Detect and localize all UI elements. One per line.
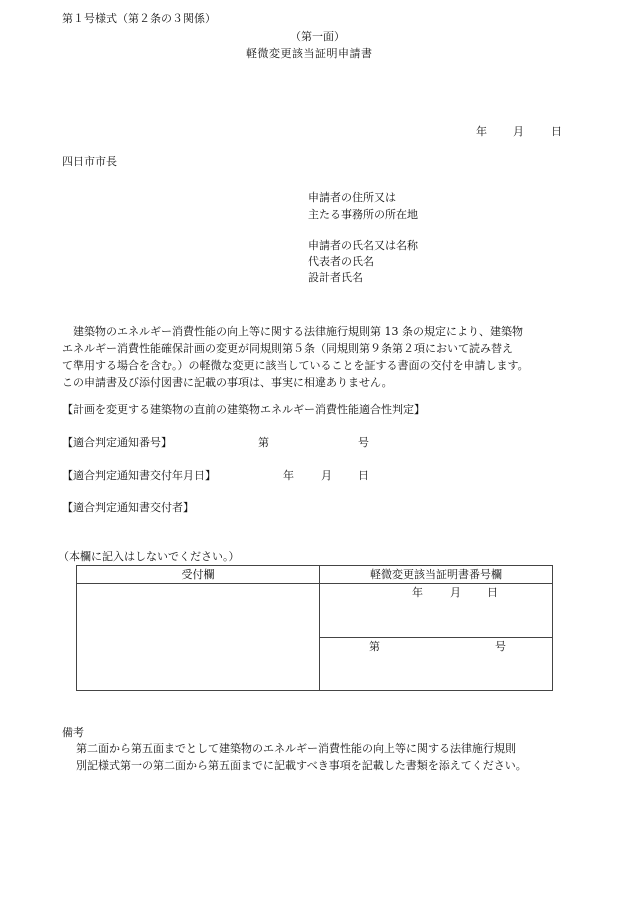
applicant-office-label: 主たる事務所の所在地 xyxy=(308,208,418,221)
representative-name-label: 代表者の氏名 xyxy=(308,255,374,268)
notice-date-label: 【適合判定通知書交付年月日】 xyxy=(62,469,216,482)
designer-name-label: 設計者氏名 xyxy=(308,271,363,284)
reception-cell[interactable] xyxy=(77,584,319,690)
statement-line: この申請書及び添付図書に記載の事項は、事実に相違ありません。 xyxy=(62,376,393,389)
notice-date-year: 年 xyxy=(283,469,294,482)
table-divider xyxy=(319,566,320,690)
page-face-label: （第一面） xyxy=(290,30,345,43)
cert-date-month: 月 xyxy=(450,586,461,599)
applicant-name-label: 申請者の氏名又は名称 xyxy=(308,239,418,252)
document-title: 軽微変更該当証明申請書 xyxy=(246,47,373,60)
plan-heading: 【計画を変更する建築物の直前の建築物エネルギー消費性能適合性判定】 xyxy=(62,403,425,416)
certificate-number-column-header: 軽微変更該当証明書番号欄 xyxy=(320,566,552,584)
cert-number-go: 号 xyxy=(495,640,506,653)
notice-number-label: 【適合判定通知番号】 xyxy=(62,436,172,449)
notice-number-dai: 第 xyxy=(258,436,269,449)
date-year-field[interactable]: 年 xyxy=(476,125,487,138)
table-divider xyxy=(320,637,552,638)
statement-line: エネルギー消費性能確保計画の変更が同規則第５条（同規則第９条第２項において読み替え xyxy=(62,342,513,355)
notice-issuer-label: 【適合判定通知書交付者】 xyxy=(62,501,194,514)
reception-column-header: 受付欄 xyxy=(77,566,320,584)
form-number: 第１号様式（第２条の３関係） xyxy=(62,12,216,25)
notes-title: 備考 xyxy=(62,726,84,739)
notice-date-month: 月 xyxy=(321,469,332,482)
cert-date-day: 日 xyxy=(487,586,498,599)
statement-line: て準用する場合を含む。）の軽微な変更に該当していることを証する書面の交付を申請します。 xyxy=(62,359,529,372)
statement-line: 建築物のエネルギー消費性能の向上等に関する法律施行規則第 13 条の規定により、建築物 xyxy=(62,325,523,338)
addressee: 四日市市長 xyxy=(62,155,117,168)
cert-number-dai: 第 xyxy=(369,640,380,653)
office-use-caption: （本欄に記入はしないでください。） xyxy=(58,550,240,563)
date-day-field[interactable]: 日 xyxy=(551,125,562,138)
date-month-field[interactable]: 月 xyxy=(513,125,524,138)
notes-line: 別記様式第一の第二面から第五面までに記載すべき事項を記載した書類を添えてください。 xyxy=(76,759,527,772)
office-use-table xyxy=(76,565,553,691)
cert-date-year: 年 xyxy=(412,586,423,599)
applicant-address-label: 申請者の住所又は xyxy=(308,191,396,204)
application-statement xyxy=(62,323,582,391)
notice-number-go: 号 xyxy=(358,436,369,449)
notice-date-day: 日 xyxy=(358,469,369,482)
notes-line: 第二面から第五面までとして建築物のエネルギー消費性能の向上等に関する法律施行規則 xyxy=(76,742,516,755)
